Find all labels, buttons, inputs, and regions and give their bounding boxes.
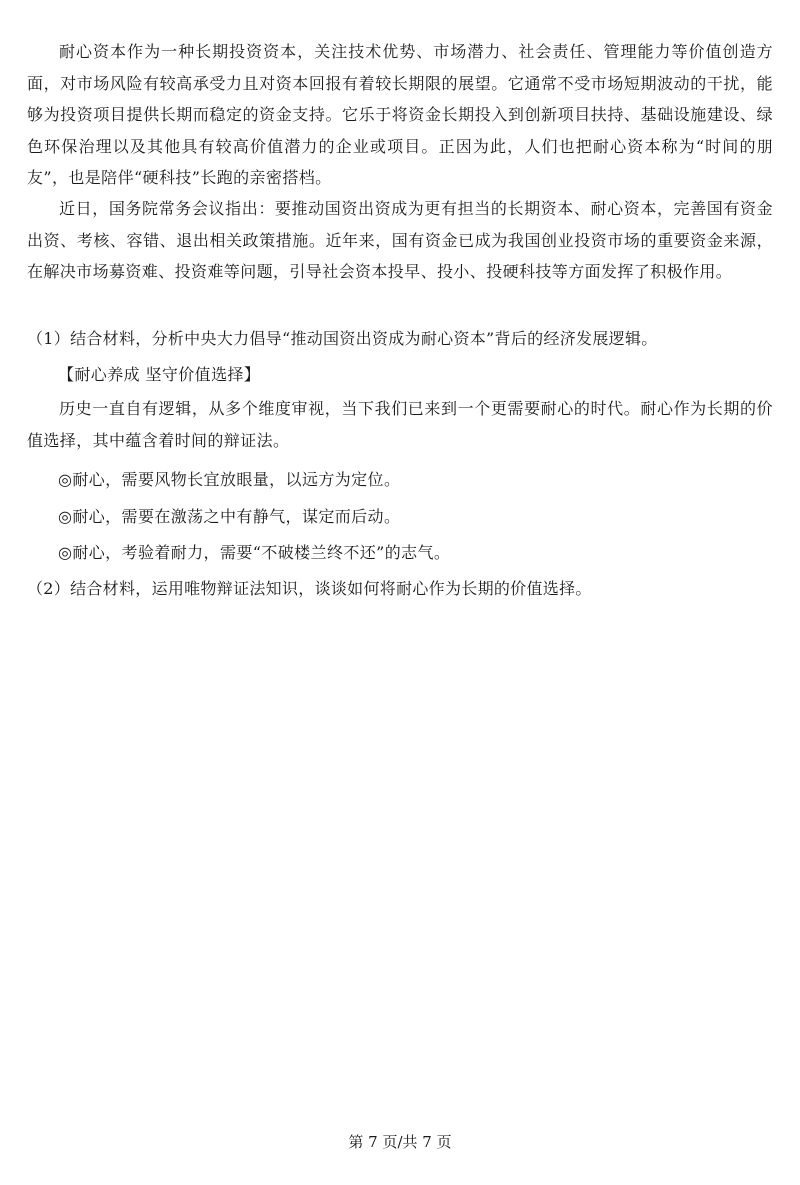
bullet-item-1: ◎耐心，需要风物长宜放眼量，以远方为定位。 — [58, 470, 401, 489]
question-1: （1）结合材料，分析中央大力倡导“推动国资出资成为耐心资本”背后的经济发展逻辑。 — [27, 329, 658, 348]
page-footer: 第 7 页/共 7 页 — [348, 1133, 452, 1151]
paragraph-history-logic: 历史一直自有逻辑，从多个维度审视，当下我们已来到一个更需要耐心的时代。耐心作为长期的价值选择，其中蕴含着时间的辩证法。 — [27, 399, 773, 450]
paragraph-state-council: 近日，国务院常务会议指出：要推动国资出资成为更有担当的长期资本、耐心资本，完善国有资金出资、考核、容错、退出相关政策措施。近年来，国有资金已成为我国创业投资市场的重要资金来源，在解决市场募资难、投资难等问题，引导社会资本投早、投小、投硬科技等方面发挥了积极作用。 — [27, 199, 773, 281]
bullet-item-3: ◎耐心，考验着耐力，需要“不破楼兰终不还”的志气。 — [58, 543, 451, 562]
paragraph-patient-capital-intro: 耐心资本作为一种长期投资资本，关注技术优势、市场潜力、社会责任、管理能力等价值创造方面，对市场风险有较高承受力且对资本回报有着较长期限的展望。它通常不受市场短期波动的干扰，能够为投资项目提供长期而稳定的资金支持。它乐于将资金长期投入到创新项目扶持、基础设施建设、绿色环保治理以及其他具有较高价值潜力的企业或项目。正因为此，人们也把耐心资本称为“时间的朋友”，也是陪伴“硬科技”长跑的亲密搭档。 — [27, 42, 773, 187]
bullet-item-2: ◎耐心，需要在激荡之中有静气，谋定而后动。 — [58, 507, 401, 526]
section-heading: 【耐心养成 坚守价值选择】 — [58, 365, 261, 384]
question-2: （2）结合材料，运用唯物辩证法知识，谈谈如何将耐心作为长期的价值选择。 — [27, 579, 592, 598]
